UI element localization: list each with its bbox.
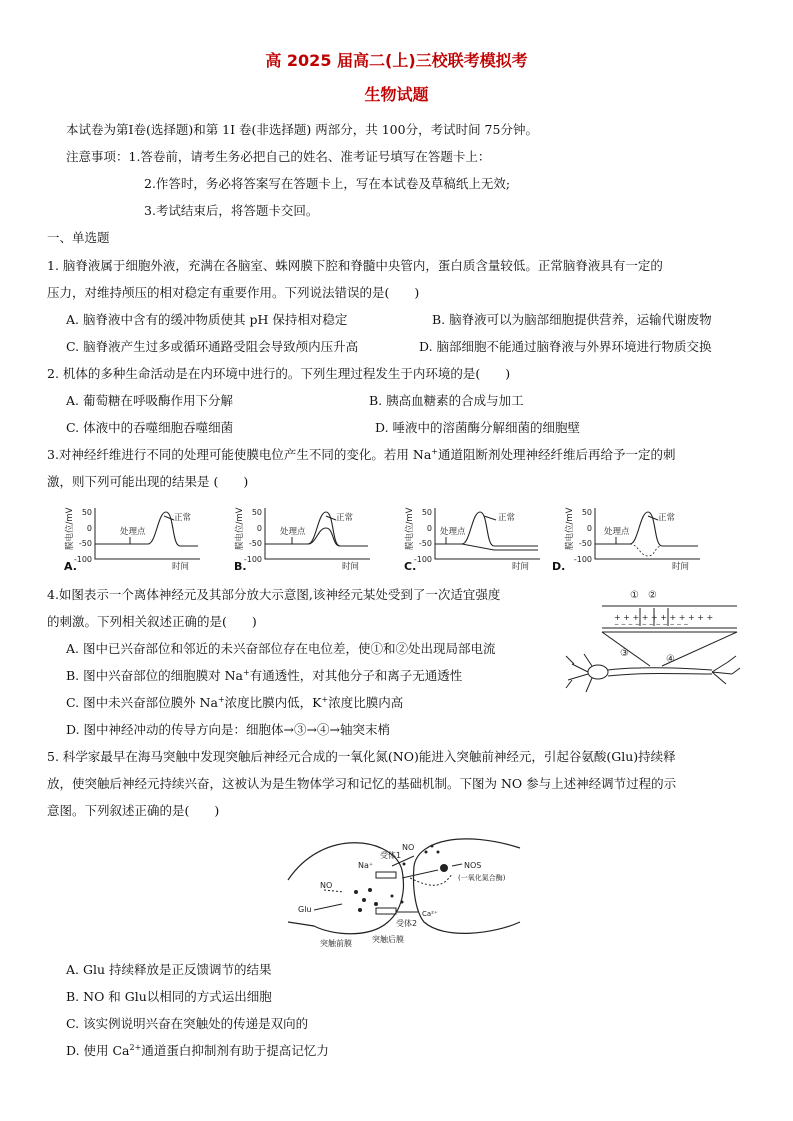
label-ca: Ca²⁺ <box>422 910 438 918</box>
svg-text:处理点: 处理点 <box>604 527 630 537</box>
graph-a-letter: A. <box>64 560 77 573</box>
svg-text:-50: -50 <box>578 539 592 548</box>
svg-text:-50: -50 <box>418 539 432 548</box>
svg-text:时间: 时间 <box>172 562 190 572</box>
q2-option-c: C. 体液中的吞噬细胞吞噬细菌 <box>66 420 234 435</box>
svg-text:-50: -50 <box>78 539 92 548</box>
graph-b-letter: B. <box>234 560 247 573</box>
q5-stem-line2: 放，使突触后神经元持续兴奋，这被认为是生物体学习和记忆的基础机制。下图为 NO 参与上述神经调节过程的示 <box>47 776 677 791</box>
svg-text:50: 50 <box>81 508 92 517</box>
svg-text:处理点: 处理点 <box>440 527 466 537</box>
intro-text: 本试卷为第Ⅰ卷(选择题)和第 1I 卷(非选择题) 两部分，共 100分，考试时间 75分钟。 <box>66 122 538 137</box>
svg-text:时间: 时间 <box>512 562 530 572</box>
graph-a <box>64 507 200 573</box>
svg-text:正常: 正常 <box>498 513 516 523</box>
svg-text:-100: -100 <box>73 555 92 564</box>
graph-b <box>234 507 370 573</box>
svg-text:处理点: 处理点 <box>280 527 306 537</box>
label-one: ① <box>630 590 639 601</box>
q4-neuron-diagram <box>562 584 742 704</box>
q5-stem-line1: 5. 科学家最早在海马突触中发现突触后神经元合成的一氧化氮(NO)能进入突触前神经元，引起谷氨酸(Glu)持续释 <box>47 749 676 764</box>
q1-option-c: C. 脑脊液产生过多或循环通路受阻会导致颅内压升高 <box>66 339 359 354</box>
label-three: ③ <box>620 648 629 659</box>
label-receptor1: 受体1 <box>380 851 402 860</box>
svg-text:时间: 时间 <box>342 562 360 572</box>
q2-option-a: A. 葡萄糖在呼吸酶作用下分解 <box>66 393 233 408</box>
q4-option-c: C. 图中未兴奋部位膜外 Na+浓度比膜内低，K+浓度比膜内高 <box>66 695 404 710</box>
svg-text:正常: 正常 <box>336 513 354 523</box>
label-post-membrane: 突触后膜 <box>372 935 404 944</box>
svg-text:0: 0 <box>86 524 92 533</box>
svg-text:正常: 正常 <box>174 513 192 523</box>
q5-option-d: D. 使用 $Ca^{2+}$通道蛋白抑制剂有助于提高记忆力 <box>66 1043 329 1058</box>
q4-option-a: A. 图中已兴奋部位和邻近的未兴奋部位存在电位差，使①和②处出现局部电流 <box>66 641 496 656</box>
section-heading: 一、单选题 <box>47 230 110 245</box>
notes-label: 注意事项：1.答卷前，请考生务必把自己的姓名、准考证号填写在答题卡上： <box>66 149 491 164</box>
q4-stem-line1: 4.如图表示一个离体神经元及其部分放大示意图,该神经元某处受到了一次适宜强度 <box>47 587 501 602</box>
svg-text:50: 50 <box>251 508 262 517</box>
q5-option-a: A. Glu 持续释放是正反馈调节的结果 <box>66 962 272 977</box>
svg-text:膜电位/mV: 膜电位/mV <box>565 507 575 550</box>
svg-text:0: 0 <box>586 524 592 533</box>
label-nos-note: (一氧化氮合酶) <box>458 874 506 882</box>
graph-c <box>404 507 540 573</box>
q1-stem-line2: 压力，对维持颅压的相对稳定有重要作用。下列说法错误的是( ) <box>47 285 420 300</box>
svg-text:-100: -100 <box>413 555 432 564</box>
label-receptor2: 受体2 <box>396 919 418 928</box>
svg-text:处理点: 处理点 <box>120 527 146 537</box>
q4-option-b: B. 图中兴奋部位的细胞膜对 Na+有通透性，对其他分子和离子无通透性 <box>66 668 463 683</box>
q5-option-b: B. NO 和 Glu以相同的方式运出细胞 <box>66 989 272 1004</box>
label-nos: NOS <box>464 861 482 870</box>
q5-stem-line3: 意图。下列叙述正确的是( ) <box>47 803 220 818</box>
label-no-pre: NO <box>320 881 333 890</box>
q5-option-c: C. 该实例说明兴奋在突触处的传递是双向的 <box>66 1016 309 1031</box>
svg-text:0: 0 <box>256 524 262 533</box>
svg-text:-50: -50 <box>248 539 262 548</box>
q4-option-d: D. 图中神经冲动的传导方向是：细胞体→③→④→轴突末梢 <box>66 722 390 737</box>
q2-stem: 2. 机体的多种生命活动是在内环境中进行的。下列生理过程发生于内环境的是( ) <box>47 366 511 381</box>
q4-stem-line2: 的刺激。下列相关叙述正确的是( ) <box>47 614 257 629</box>
page-subtitle: 生物试题 <box>364 85 429 104</box>
label-four: ④ <box>666 654 675 665</box>
svg-text:正常: 正常 <box>658 513 676 523</box>
membrane-minuses: − − − − − − − − − − − <box>614 621 689 628</box>
label-glu: Glu <box>298 905 312 914</box>
svg-text:时间: 时间 <box>672 562 690 572</box>
svg-text:膜电位/mV: 膜电位/mV <box>65 507 75 550</box>
label-pre-membrane: 突触前膜 <box>320 939 352 948</box>
q3-stem-line1: 3.对神经纤维进行不同的处理可能使膜电位产生不同的变化。若用 Na+通道阻断剂处理神经纤维后再给予一定的刺 <box>47 447 676 462</box>
q3-graphs <box>60 504 760 574</box>
svg-text:-100: -100 <box>243 555 262 564</box>
graph-d-letter: D. <box>552 560 566 573</box>
svg-text:-100: -100 <box>573 555 592 564</box>
notes-item-2: 2.作答时，务必将答案写在答题卡上，写在本试卷及草稿纸上无效; <box>144 176 511 191</box>
label-two: ② <box>648 590 657 601</box>
svg-text:50: 50 <box>421 508 432 517</box>
svg-text:50: 50 <box>581 508 592 517</box>
graph-d <box>552 507 700 573</box>
page-title: 高 2025 届高二(上)三校联考模拟考 <box>265 51 528 70</box>
q1-option-a: A. 脑脊液中含有的缓冲物质使其 pH 保持相对稳定 <box>66 312 348 327</box>
q2-option-d: D. 唾液中的溶菌酶分解细菌的细胞壁 <box>375 420 581 435</box>
label-no-post: NO <box>402 843 415 852</box>
q1-option-d: D. 脑部细胞不能通过脑脊液与外界环境进行物质交换 <box>419 339 712 354</box>
q1-stem-line1: 1. 脑脊液属于细胞外液，充满在各脑室、蛛网膜下腔和脊髓中央管内，蛋白质含量较低。正常脑脊液具有一定的 <box>47 258 663 273</box>
svg-text:膜电位/mV: 膜电位/mV <box>405 507 415 550</box>
q2-option-b: B. 胰高血糖素的合成与加工 <box>369 393 524 408</box>
membrane-pluses: + + + + + + + + + + + <box>614 613 714 622</box>
q5-synapse-diagram <box>284 830 524 950</box>
q1-option-b: B. 脑脊液可以为脑部细胞提供营养，运输代谢废物 <box>432 312 712 327</box>
svg-text:0: 0 <box>426 524 432 533</box>
svg-text:膜电位/mV: 膜电位/mV <box>235 507 245 550</box>
notes-item-3: 3.考试结束后，将答题卡交回。 <box>144 203 319 218</box>
label-na: Na⁺ <box>358 861 374 870</box>
graph-c-letter: C. <box>404 560 417 573</box>
q3-stem-line2: 激，则下列可能出现的结果是 ( ) <box>47 474 249 489</box>
